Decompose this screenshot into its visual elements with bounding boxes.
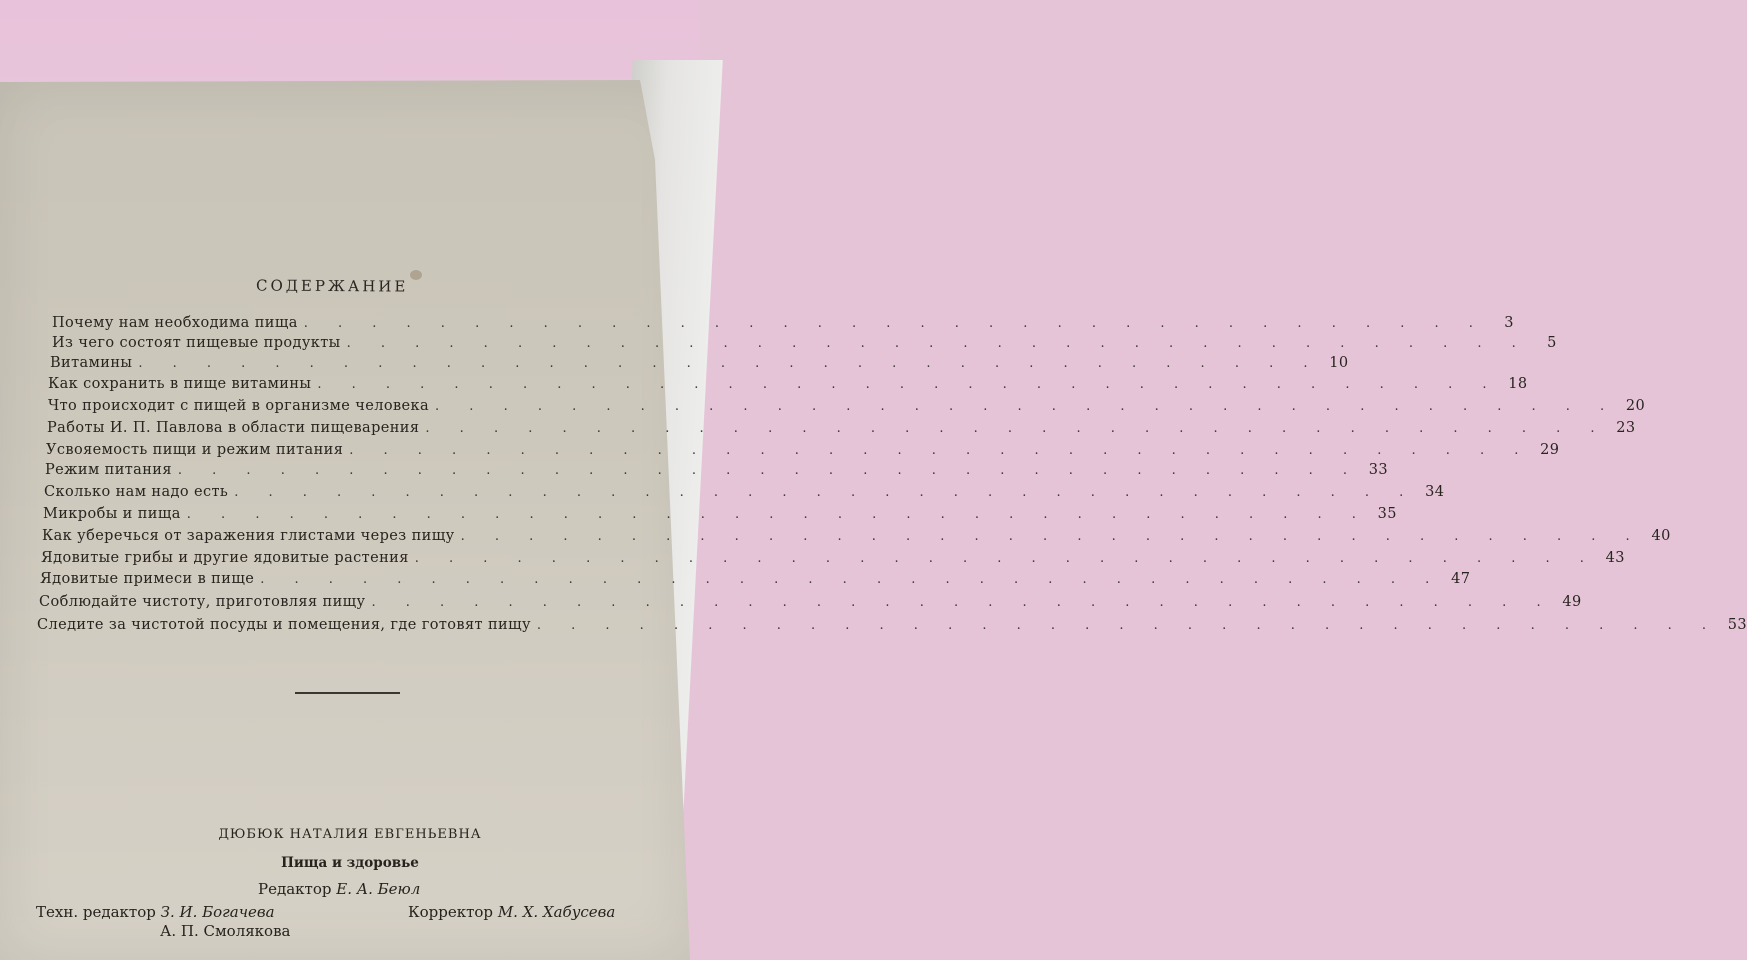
toc-entry	[40, 571, 1471, 587]
toc-page-number: 5	[1547, 335, 1557, 351]
toc-entry	[42, 528, 1671, 544]
toc-entry-label: Усвояемость пищи и режим питания	[46, 442, 344, 458]
toc-leader-dots: . . . . . . . . . . . . . . . . . . . . . . . . . . . . . . . . . . .	[317, 377, 1500, 392]
toc-page-number: 20	[1625, 398, 1646, 414]
corrector-credit	[408, 903, 615, 921]
toc-entry	[44, 484, 1445, 500]
toc-page-number: 49	[1562, 594, 1582, 610]
toc-page-number: 40	[1651, 528, 1671, 544]
toc-leader-dots: . . . . . . . . . . . . . . . . . . . . . . . . . . . . . . . . . . .	[371, 595, 1554, 610]
author-name: ДЮБЮК НАТАЛИЯ ЕВГЕНЬЕВНА	[218, 827, 482, 842]
toc-entry-label: Микробы и пища	[43, 506, 181, 522]
toc-entry-label: Режим питания	[45, 462, 172, 478]
toc-entry-label: Почему нам необходима пища	[52, 315, 298, 331]
editor-name: Е. А. Беюл	[336, 880, 421, 898]
toc-entry-label: Ядовитые примеси в пище	[40, 571, 255, 587]
toc-entry	[37, 617, 1747, 633]
toc-page-number: 34	[1425, 484, 1445, 500]
toc-page-number: 29	[1540, 442, 1560, 458]
toc-entry	[48, 398, 1646, 414]
toc-heading: СОДЕРЖАНИЕ	[255, 276, 409, 296]
toc-entry-label: Соблюдайте чистоту, приготовляя пищу	[39, 594, 366, 610]
book-title: Пища и здоровье	[281, 855, 419, 871]
toc-page-number: 53	[1727, 617, 1747, 633]
toc-leader-dots: . . . . . . . . . . . . . . . . . . . . . . . . . . . . . . . . . . .	[177, 463, 1361, 478]
toc-leader-dots: . . . . . . . . . . . . . . . . . . . . . . . . . . . . . . . . . . .	[346, 336, 1529, 351]
cut-off-line: А. П. Смолякова	[160, 922, 291, 940]
toc-leader-dots: . . . . . . . . . . . . . . . . . . . . . . . . . . . . . . . . . . .	[414, 551, 1597, 566]
toc-entry	[48, 376, 1528, 392]
editor-credit	[258, 880, 420, 898]
tech-editor-credit	[36, 903, 275, 921]
corrector-label: Корректор	[408, 903, 494, 921]
toc-entry-label: Из чего состоят пищевые продукты	[52, 335, 341, 351]
toc-page-number: 10	[1329, 355, 1349, 371]
toc-entry-label: Ядовитые грибы и другие ядовитые растения	[41, 550, 409, 566]
toc-entry-label: Витамины	[50, 355, 133, 371]
tech-editor-name: З. И. Богачева	[160, 903, 275, 921]
toc-entry	[52, 315, 1514, 331]
toc-leader-dots: . . . . . . . . . . . . . . . . . . . . . . . . . . . . . . . . . . .	[349, 443, 1532, 458]
toc-entry-label: Следите за чистотой посуды и помещения, где готовят пищу	[37, 617, 531, 633]
toc-entry	[46, 442, 1560, 458]
toc-leader-dots: . . . . . . . . . . . . . . . . . . . . . . . . . . . . . . . . . . .	[186, 507, 1369, 522]
toc-leader-dots: . . . . . . . . . . . . . . . . . . . . . . . . . . . . . . . . . . .	[260, 572, 1443, 587]
tech-editor-label: Техн. редактор	[36, 903, 156, 921]
toc-entry	[50, 355, 1349, 371]
corrector-name: М. Х. Хабусева	[497, 903, 616, 921]
toc-entry	[43, 506, 1397, 522]
toc-entry-label: Сколько нам надо есть	[44, 484, 229, 500]
toc-page-number: 18	[1508, 376, 1528, 392]
toc-entry-label: Как уберечься от заражения глистами через пищу	[42, 528, 455, 544]
toc-entry	[52, 335, 1557, 351]
toc-leader-dots: . . . . . . . . . . . . . . . . . . . . . . . . . . . . . . . . . . .	[303, 316, 1486, 331]
toc-page-number: 47	[1451, 571, 1471, 587]
toc-entry	[41, 550, 1625, 566]
toc-page-number: 43	[1605, 550, 1625, 566]
toc-leader-dots: . . . . . . . . . . . . . . . . . . . . . . . . . . . . . . . . . . .	[138, 356, 1321, 371]
toc-entry-label: Работы И. П. Павлова в области пищеварения	[47, 420, 420, 436]
toc-page-number: 33	[1368, 462, 1389, 478]
toc-entry	[45, 462, 1389, 478]
toc-leader-dots: . . . . . . . . . . . . . . . . . . . . . . . . . . . . . . . . . . .	[460, 529, 1643, 544]
toc-entry-label: Что происходит с пищей в организме человека	[48, 398, 430, 414]
toc-page-number: 35	[1377, 506, 1397, 522]
editor-label: Редактор	[258, 880, 332, 898]
toc-leader-dots: . . . . . . . . . . . . . . . . . . . . . . . . . . . . . . . . . . .	[234, 485, 1417, 500]
divider-rule	[295, 692, 400, 694]
toc-entry-label: Как сохранить в пище витамины	[48, 376, 312, 392]
toc-page-number: 23	[1616, 420, 1636, 436]
toc-leader-dots: . . . . . . . . . . . . . . . . . . . . . . . . . . . . . . . . . . .	[435, 399, 1618, 414]
toc-entry	[47, 420, 1636, 436]
toc-entry	[39, 594, 1582, 610]
toc-leader-dots: . . . . . . . . . . . . . . . . . . . . . . . . . . . . . . . . . . .	[425, 421, 1608, 436]
toc-leader-dots: . . . . . . . . . . . . . . . . . . . . . . . . . . . . . . . . . . .	[536, 618, 1720, 633]
toc-page-number: 3	[1504, 315, 1514, 331]
